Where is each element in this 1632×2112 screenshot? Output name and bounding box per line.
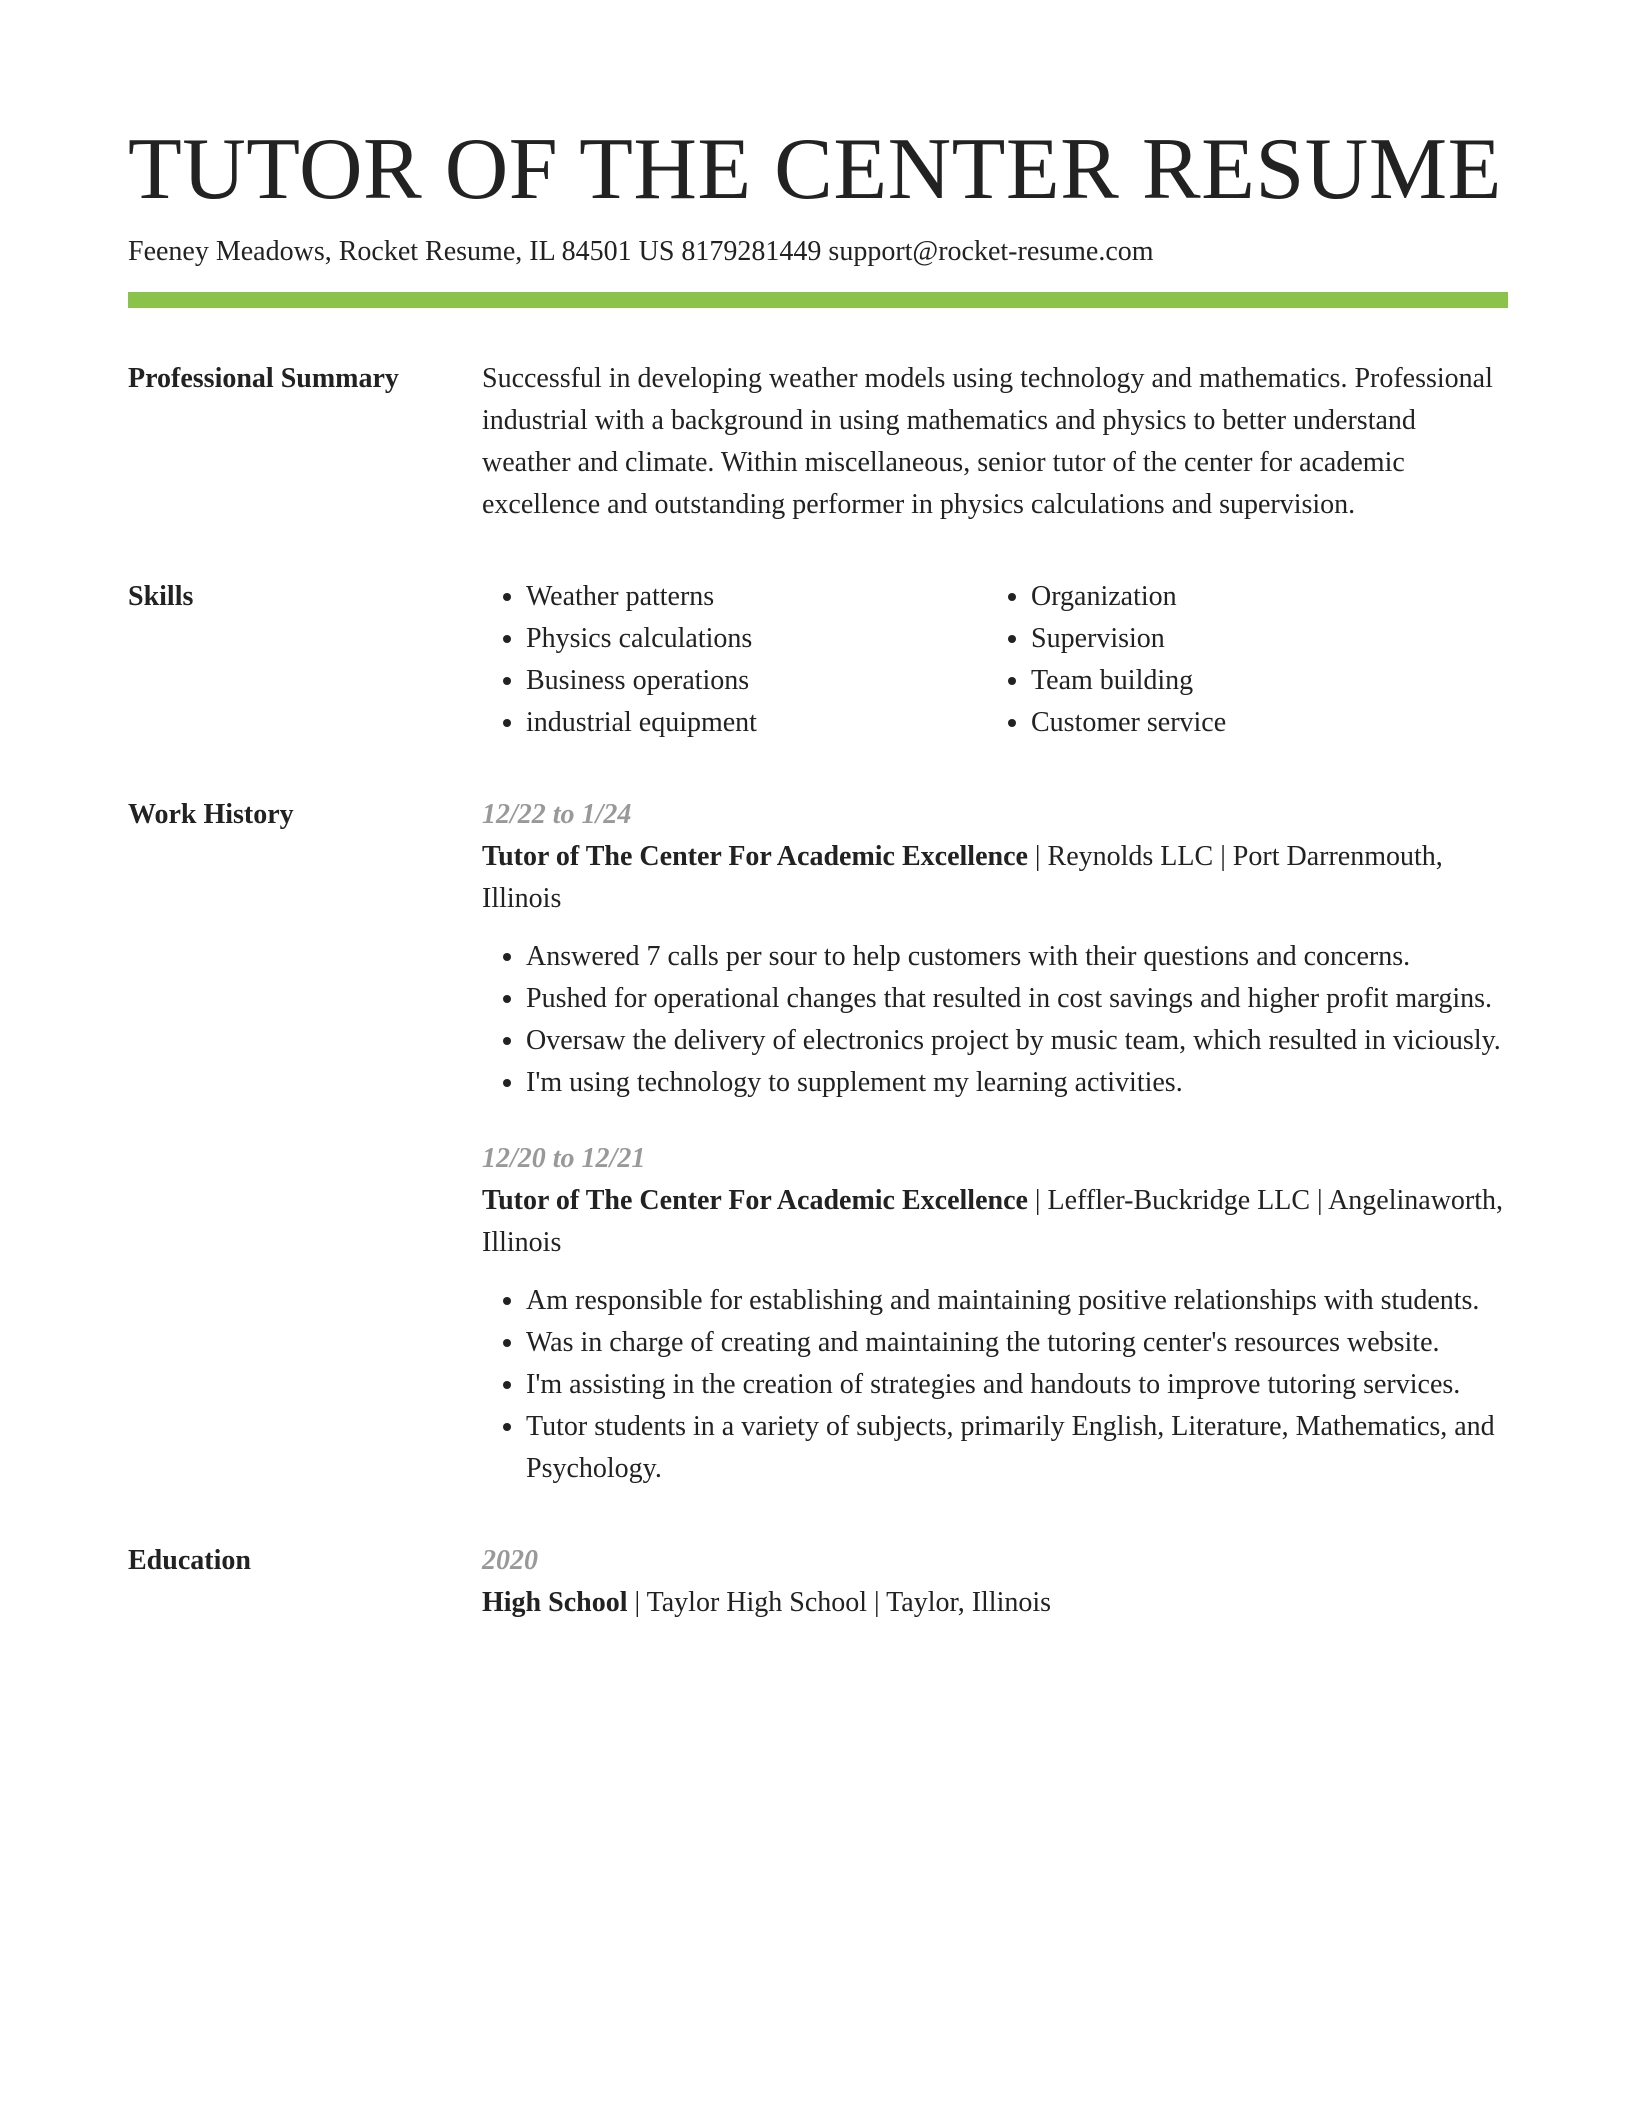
summary-body bbox=[482, 358, 1508, 526]
skills-body bbox=[482, 576, 1508, 744]
skills-list-right bbox=[987, 576, 1492, 744]
skills-grid bbox=[482, 576, 1508, 744]
job-details: | Leffler-Buckridge LLC | Angelinaworth, Illinois bbox=[482, 1185, 1504, 1258]
job-bullet: • I'm assisting in the creation of strategies and handouts to improve tutoring services. bbox=[526, 1364, 1508, 1406]
job-dates: 12/20 to 12/21 bbox=[482, 1143, 646, 1174]
job-bullet: • Answered 7 calls per sour to help customers with their questions and concerns. bbox=[526, 936, 1508, 978]
job-bullets bbox=[482, 936, 1508, 1104]
skills-heading: Skills bbox=[128, 581, 194, 612]
skill-item: • Supervision bbox=[1031, 618, 1492, 660]
job-title-line bbox=[482, 836, 1508, 920]
accent-divider bbox=[128, 292, 1508, 308]
job-title-line bbox=[482, 1180, 1508, 1264]
skill-item: • Physics calculations bbox=[526, 618, 987, 660]
skill-item: • industrial equipment bbox=[526, 702, 987, 744]
work-history-heading: Work History bbox=[128, 799, 294, 830]
job-role: Tutor of The Center For Academic Excellence bbox=[482, 841, 1028, 872]
job-entry bbox=[482, 1138, 1508, 1490]
job-entry bbox=[482, 794, 1508, 1104]
job-bullet: • I'm using technology to supplement my learning activities. bbox=[526, 1062, 1508, 1104]
work-history-section bbox=[128, 794, 1508, 1490]
education-section bbox=[128, 1540, 1508, 1624]
education-details: | Taylor High School | Taylor, Illinois bbox=[627, 1587, 1052, 1618]
work-history-body bbox=[482, 794, 1508, 1490]
summary-text: Successful in developing weather models using technology and mathematics. Professional industrial with a background in using mathematics and physics to better understand weather and climate. Within miscellaneous, senior tutor of the center for academic excellence and outstanding performer in physics calculations and supervision. bbox=[482, 363, 1493, 520]
job-bullet: • Pushed for operational changes that resulted in cost savings and higher profit margins. bbox=[526, 978, 1508, 1020]
education-body bbox=[482, 1540, 1508, 1624]
skill-item: • Organization bbox=[1031, 576, 1492, 618]
skill-item: • Weather patterns bbox=[526, 576, 987, 618]
resume-page bbox=[128, 118, 1508, 1624]
education-line bbox=[482, 1582, 1508, 1624]
job-bullets bbox=[482, 1280, 1508, 1490]
skill-item: • Business operations bbox=[526, 660, 987, 702]
job-role: Tutor of The Center For Academic Excellence bbox=[482, 1185, 1028, 1216]
contact-info: Feeney Meadows, Rocket Resume, IL 84501 US 8179281449 support@rocket-resume.com bbox=[128, 236, 1154, 267]
job-dates: 12/22 to 1/24 bbox=[482, 799, 632, 830]
job-bullet: • Tutor students in a variety of subjects, primarily English, Literature, Mathematics, and Psychology. bbox=[526, 1406, 1508, 1490]
summary-section bbox=[128, 358, 1508, 526]
job-details: | Reynolds LLC | Port Darrenmouth, Illinois bbox=[482, 841, 1443, 914]
skills-list-left bbox=[482, 576, 987, 744]
education-year: 2020 bbox=[482, 1545, 538, 1576]
job-bullet: • Am responsible for establishing and maintaining positive relationships with students. bbox=[526, 1280, 1508, 1322]
job-bullet: • Was in charge of creating and maintaining the tutoring center's resources website. bbox=[526, 1322, 1508, 1364]
education-degree: High School bbox=[482, 1587, 628, 1618]
skills-section bbox=[128, 576, 1508, 744]
job-bullet: • Oversaw the delivery of electronics project by music team, which resulted in viciously. bbox=[526, 1020, 1508, 1062]
summary-heading: Professional Summary bbox=[128, 363, 399, 394]
skill-item: • Customer service bbox=[1031, 702, 1492, 744]
education-heading: Education bbox=[128, 1545, 251, 1576]
resume-title: TUTOR OF THE CENTER RESUME bbox=[128, 121, 1502, 218]
skill-item: • Team building bbox=[1031, 660, 1492, 702]
